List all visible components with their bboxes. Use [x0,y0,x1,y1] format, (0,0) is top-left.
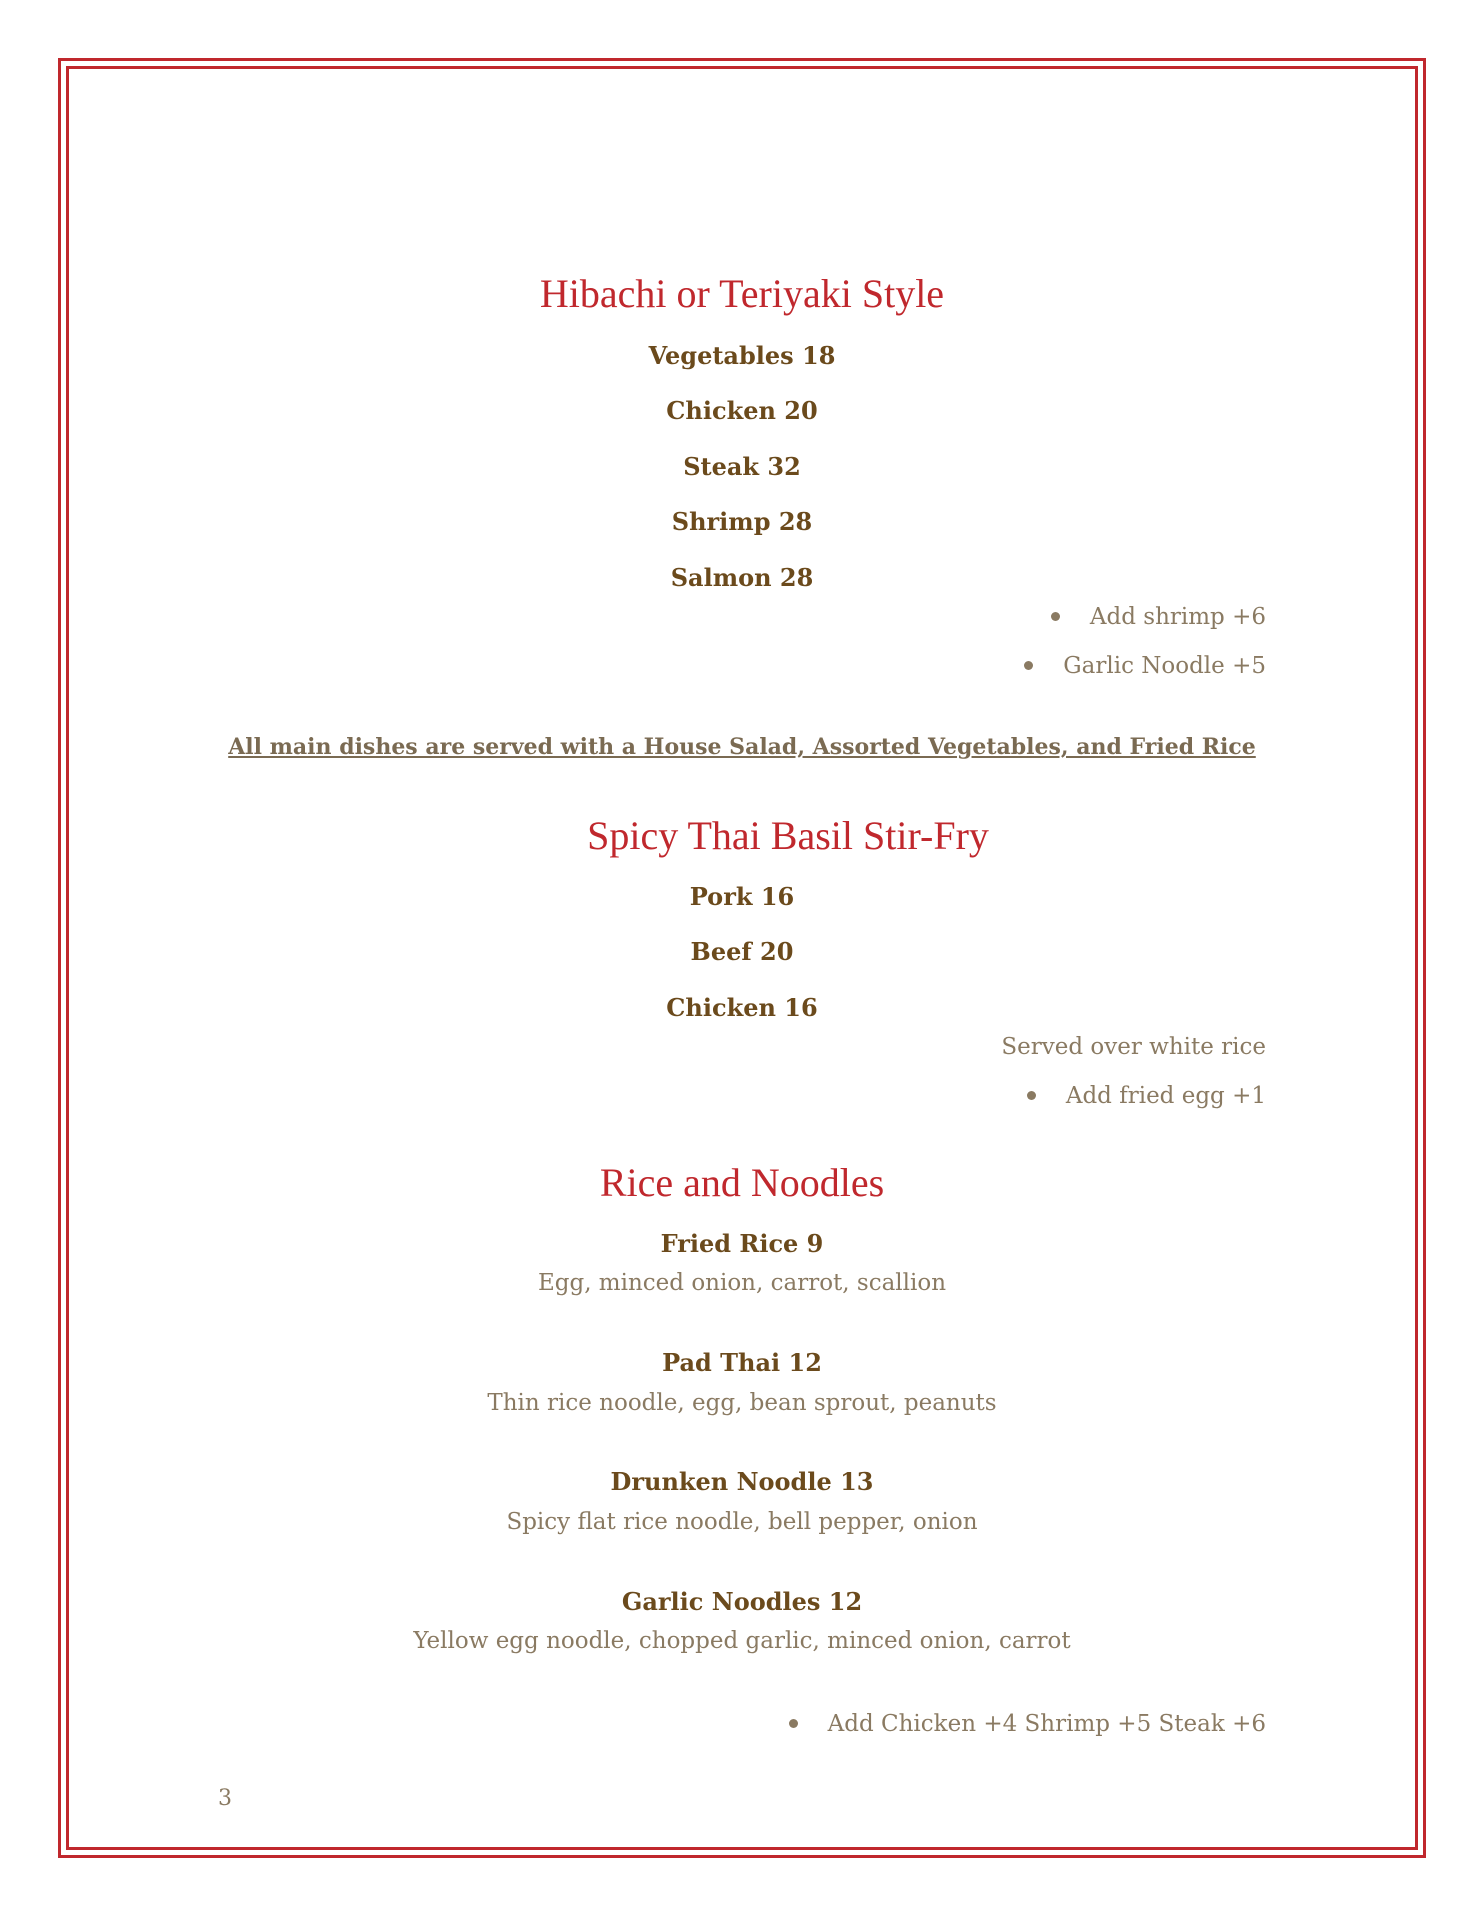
bullet-icon [1027,1091,1036,1100]
menu-item-pork: Pork 16 [689,882,795,911]
menu-item-description: Spicy flat rice noodle, bell pepper, onion [506,1509,978,1535]
main-dish-note: All main dishes are served with a House Salad, Assorted Vegetables, and Fried Rice [228,734,1256,760]
addon-label: Add shrimp +6 [1089,604,1266,630]
menu-item-vegetables: Vegetables 18 [648,341,836,370]
menu-item-garlic-noodles: Garlic Noodles 12 [621,1587,863,1616]
menu-item-description: Egg, minced onion, carrot, scallion [537,1270,947,1296]
menu-item-pad-thai: Pad Thai 12 [662,1348,822,1377]
menu-item-chicken: Chicken 20 [666,396,818,425]
menu-item-steak: Steak 32 [683,452,801,481]
bullet-icon [1024,661,1033,670]
addon-item [789,1708,1266,1740]
section-title-rice-noodles: Rice and Noodles [599,1160,885,1205]
menu-item-description: Thin rice noodle, egg, bean sprout, peanuts [487,1390,997,1416]
served-note: Served over white rice [1001,1034,1266,1060]
bullet-icon [789,1719,798,1728]
menu-item-chicken: Chicken 16 [666,993,818,1022]
addon-label: Add fried egg +1 [1065,1083,1266,1109]
section-title-hibachi: Hibachi or Teriyaki Style [539,271,945,316]
menu-item-salmon: Salmon 28 [670,563,814,592]
menu-item-description: Yellow egg noodle, chopped garlic, minced onion, carrot [413,1628,1071,1654]
menu-item-shrimp: Shrimp 28 [671,507,813,536]
menu-item-fried-rice: Fried Rice 9 [660,1229,824,1258]
addon-item [1027,1080,1266,1112]
addon-item [1051,601,1266,633]
menu-item-drunken-noodle: Drunken Noodle 13 [610,1467,874,1496]
section-title-thai-basil: Spicy Thai Basil Stir-Fry [587,813,989,858]
addon-label: Garlic Noodle +5 [1063,653,1266,679]
page-number: 3 [218,1786,232,1811]
menu-item-beef: Beef 20 [690,937,794,966]
addon-label: Add Chicken +4 Shrimp +5 Steak +6 [827,1711,1266,1737]
bullet-icon [1051,612,1060,621]
addon-item [1024,650,1266,682]
